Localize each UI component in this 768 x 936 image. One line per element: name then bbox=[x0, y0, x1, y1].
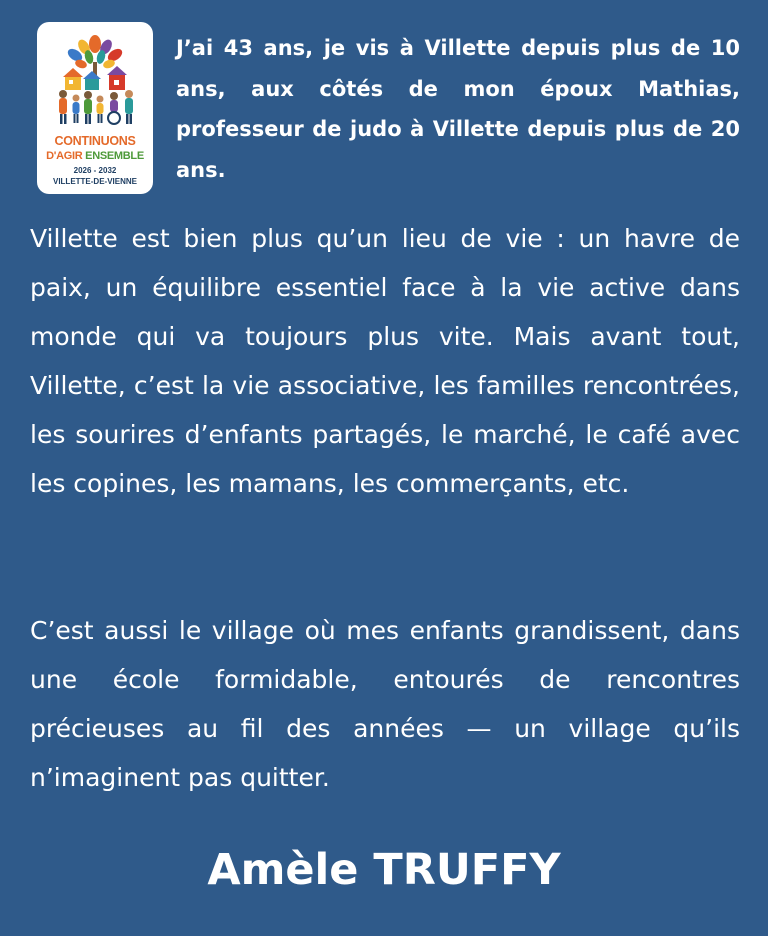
logo-illustration bbox=[37, 22, 153, 134]
campaign-logo bbox=[37, 22, 153, 194]
logo-years: 2026 - 2032 bbox=[73, 166, 117, 175]
people-group bbox=[59, 90, 133, 124]
logo-subtitle-part1: D'AGIR bbox=[46, 150, 83, 162]
intro-text: J’ai 43 ans, je vis à Villette depuis plus de 10 ans, aux côtés de mon époux Mathias, professeur de judo à Villette depuis plus de 20 ans. bbox=[176, 36, 740, 182]
signature-name: Amèle TRUFFY bbox=[207, 845, 561, 895]
logo-title: CONTINUONS bbox=[54, 134, 136, 148]
logo-subtitle-part2: ENSEMBLE bbox=[85, 150, 144, 162]
logo-subtitle bbox=[37, 150, 153, 162]
body-paragraph-1: Villette est bien plus qu’un lieu de vie : un havre de paix, un équilibre essentiel face à la vie active dans monde qui va toujours plus vite. Mais avant tout, Villette, c’est la vie associative, les familles rencontrées, les sourires d’enfants partagés, le marché, le café avec les copines, les mamans, les commerçants, etc. bbox=[30, 224, 740, 498]
body-paragraph-2: C’est aussi le village où mes enfants grandissent, dans une école formidable, entourés de rencontres précieuses au fil des années — un village qu’ils n’imaginent pas quitter. bbox=[30, 616, 740, 792]
logo-town: VILLETTE-DE-VIENNE bbox=[52, 177, 137, 186]
